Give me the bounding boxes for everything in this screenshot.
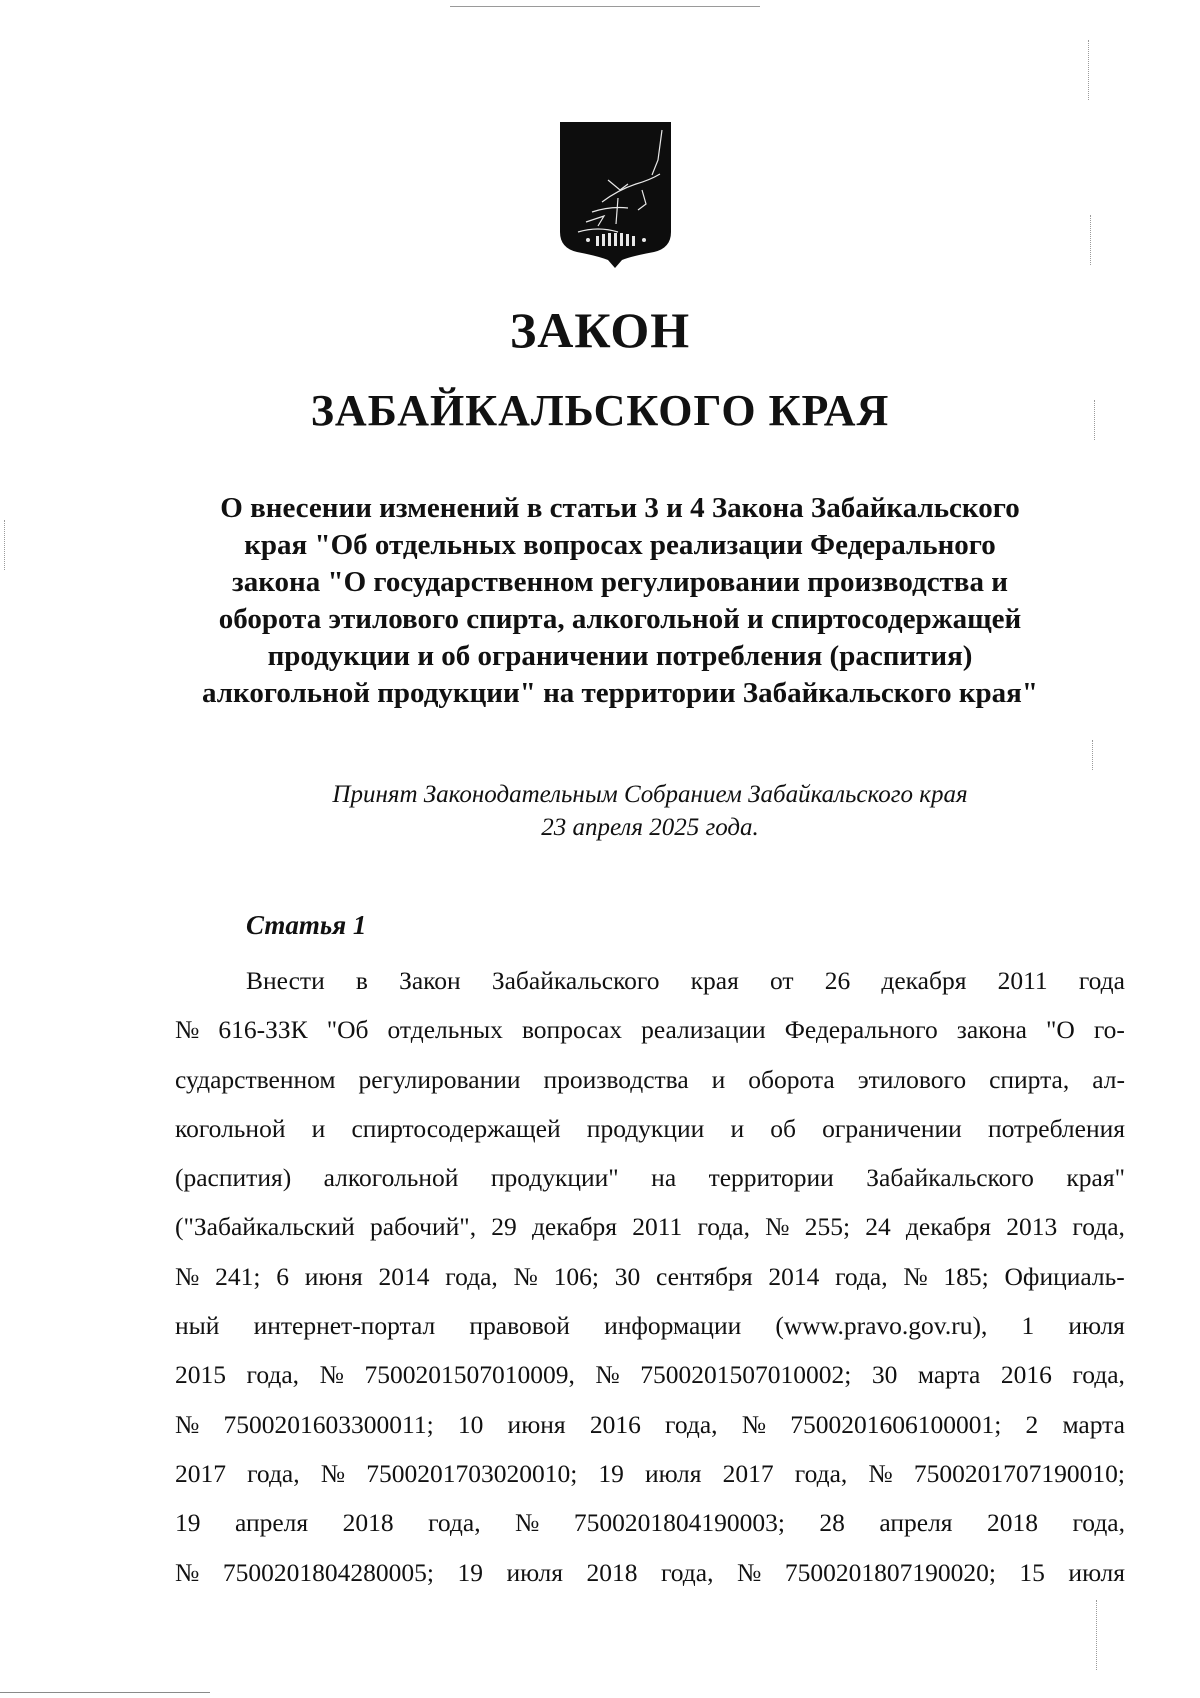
article-word: закона [956,1015,1027,1045]
article-line [175,1005,1125,1054]
article-word: № [868,1458,893,1488]
law-subject-line: О внесении изменений в статьи 3 и 4 Закона Забайкальского [220,492,1020,524]
scan-noise-dots [1092,740,1094,770]
article-line [175,1548,1125,1597]
article-word: года, [835,1261,888,1291]
region-title: ЗАБАЙКАЛЬСКОГО КРАЯ [310,386,890,435]
article-word: № [175,1409,200,1439]
article-word: декабря [531,1212,618,1242]
scan-noise-dots [1088,40,1090,100]
article-word: 2014 [768,1261,820,1291]
article-word: интернет-портал [253,1311,436,1341]
article-line [175,1301,1125,1350]
article-word: 2015 [175,1360,226,1390]
article-word: 2 [1025,1409,1039,1439]
article-word: года, [665,1409,718,1439]
article-word: в [355,966,368,995]
article-word: сударственном [175,1064,336,1094]
article-word: апреля [234,1508,309,1538]
article-word: отдельных [387,1015,503,1045]
article-word: № [513,1261,538,1291]
article-word: Официаль- [1004,1261,1125,1291]
article-word: года, [247,1458,300,1488]
article-word: июля [1068,1311,1125,1341]
article-word: ("Забайкальский [175,1212,355,1242]
article-heading: Статья 1 [246,910,367,940]
article-word: 2018 [987,1508,1039,1538]
article-word: 2013 [1006,1212,1058,1242]
article-word: Федерального [784,1015,938,1045]
article-word: рабочий", [370,1212,477,1242]
article-word: 28 [819,1508,845,1538]
article-word: апреля [879,1508,953,1538]
law-subject-line: края "Об отдельных вопросах реализации Федерального [244,529,996,561]
article-word: (www.pravo.gov.ru), [775,1311,988,1341]
article-word: 7500201804280005; [222,1557,434,1587]
article-word: 19 [457,1557,483,1587]
article-word: 106; [553,1261,599,1291]
article-word: 7500201603300011; [223,1409,434,1439]
article-word: 616-ЗЗК [218,1015,308,1045]
article-line [175,956,1125,1005]
article-word: потребления [988,1113,1125,1143]
article-word: "О [1045,1015,1075,1045]
law-subject-line: закона "О государственном регулировании производства и [232,566,1008,598]
article-word: 2016 [589,1409,641,1439]
article-word: № [319,1360,344,1390]
article-word: 7500201707190010; [913,1458,1125,1488]
article-word: 2018 [586,1557,638,1587]
article-line [175,1498,1125,1547]
article-word: 6 [276,1261,289,1291]
article-word: спиртосодержащей [351,1113,561,1143]
article-word: 30 [871,1360,898,1390]
article-word: № [903,1261,928,1291]
article-word: № [736,1557,762,1587]
article-word: сентября [655,1261,753,1291]
article-word: об [770,1113,796,1143]
article-word: реализации [641,1015,766,1045]
article-word: марта [1062,1409,1125,1439]
article-word: 24 [865,1212,891,1242]
article-word: и [311,1113,326,1143]
law-subject-line: оборота этилового спирта, алкогольной и спиртосодержащей [218,603,1022,635]
article-word: Забайкальского [866,1163,1034,1193]
article-word: вопросах [521,1015,623,1045]
article-word: 241; [215,1261,261,1291]
article-word: спирта, [989,1064,1070,1094]
article-word: года, [1072,1212,1125,1242]
article-line [175,1153,1125,1202]
article-word: года, [1072,1360,1125,1390]
article-word: (распития) [175,1163,292,1193]
article-word: № [741,1409,767,1439]
article-word: ограничении [822,1113,962,1143]
article-word: на [651,1163,677,1193]
article-word: 2014 [378,1261,430,1291]
article-word: 2011 [632,1212,683,1242]
article-word: края [690,966,739,995]
article-word: года, [794,1458,848,1488]
article-word: и [730,1113,745,1143]
article-word: производства [543,1064,689,1094]
article-word: июля [1068,1557,1125,1587]
article-word: Закон [399,966,461,995]
article-word: 10 [457,1409,484,1439]
article-word: 7500201703020010; [366,1458,578,1488]
adoption-note [230,778,1070,844]
article-word: 7500201507010002; [640,1360,852,1390]
article-word: 7500201804190003; [573,1508,785,1538]
article-word: "Об [326,1015,369,1045]
article-word: когольной [175,1113,286,1143]
article-word: этилового [857,1064,967,1094]
article-body [175,956,1125,1597]
article-word: края" [1066,1163,1125,1193]
article-line [175,1104,1125,1153]
article-word: июня [507,1409,566,1439]
scan-edge-line-bottom [0,1692,210,1693]
article-word: года, [445,1261,498,1291]
article-line [175,1449,1125,1498]
article-word: № [320,1458,346,1488]
article-word: года, [428,1508,481,1538]
article-word: и [711,1064,726,1094]
article-word: года, [246,1360,300,1390]
law-subject-line: алкогольной продукции" на территории Забайкальского края" [202,677,1038,709]
article-word: года, [697,1212,750,1242]
article-word: № [765,1212,790,1242]
article-word: № [175,1557,200,1587]
article-word: 2017 [722,1458,774,1488]
article-word: 255; [804,1212,851,1242]
article-word: информации [604,1311,742,1341]
scan-noise-dots [1090,215,1092,265]
article-word: го- [1093,1015,1125,1045]
article-word: от [770,966,794,995]
article-word: № [175,1261,200,1291]
article-word: 1 [1021,1311,1035,1341]
article-word: продукции" [490,1163,619,1193]
article-line [175,1055,1125,1104]
article-word: июля [506,1557,563,1587]
adoption-note-line: 23 апреля 2025 года. [541,814,759,841]
article-word: 30 [614,1261,641,1291]
article-word: регулировании [358,1064,521,1094]
article-word: 7500201606100001; [790,1409,1002,1439]
article-word: ал- [1092,1064,1125,1094]
article-word: декабря [905,1212,991,1242]
article-word: года [1078,966,1125,995]
scan-edge-line-top [450,6,760,7]
article-word: 15 [1019,1557,1045,1587]
article-word: 29 [491,1212,517,1242]
article-word: июля [645,1458,702,1488]
article-line [175,1202,1125,1251]
article-word: алкогольной [323,1163,459,1193]
article-word: года, [660,1557,714,1587]
article-word: ный [175,1311,220,1341]
article-word: 2011 [997,966,1048,995]
article-word: 26 [824,966,851,995]
article-word: № [595,1360,620,1390]
article-word: № [515,1508,540,1538]
article-word: марта [917,1360,981,1390]
law-subject-line: продукции и об ограничении потребления (распития) [267,640,973,672]
article-word: года, [1072,1508,1125,1538]
article-word: Внести [246,966,325,995]
article-word: 7500201507010009, [364,1360,575,1390]
article-word: 19 [175,1508,201,1538]
law-title: ЗАКОН [509,302,691,358]
coat-of-arms-zabaykalsky-icon [558,120,673,270]
article-word: Забайкальского [491,966,660,995]
article-word: 2017 [175,1458,226,1488]
article-line [175,1252,1125,1301]
article-word: 2018 [342,1508,394,1538]
article-word: продукции [586,1113,705,1143]
article-word: 185; [943,1261,989,1291]
article-word: оборота [748,1064,835,1094]
article-word: декабря [881,966,967,995]
article-word: июня [304,1261,363,1291]
article-line [175,1350,1125,1399]
article-word: 2016 [1000,1360,1052,1390]
article-word: правовой [469,1311,570,1341]
article-word: 19 [598,1458,624,1488]
scan-noise-dots [1096,1600,1098,1670]
article-word: № [175,1015,200,1045]
article-line [175,1400,1125,1449]
article-word: 7500201807190020; [784,1557,996,1587]
article-word: территории [708,1163,834,1193]
law-subject [140,490,1100,712]
adoption-note-line: Принят Законодательным Собранием Забайкальского края [332,781,968,808]
scan-noise-dots [4,520,6,570]
